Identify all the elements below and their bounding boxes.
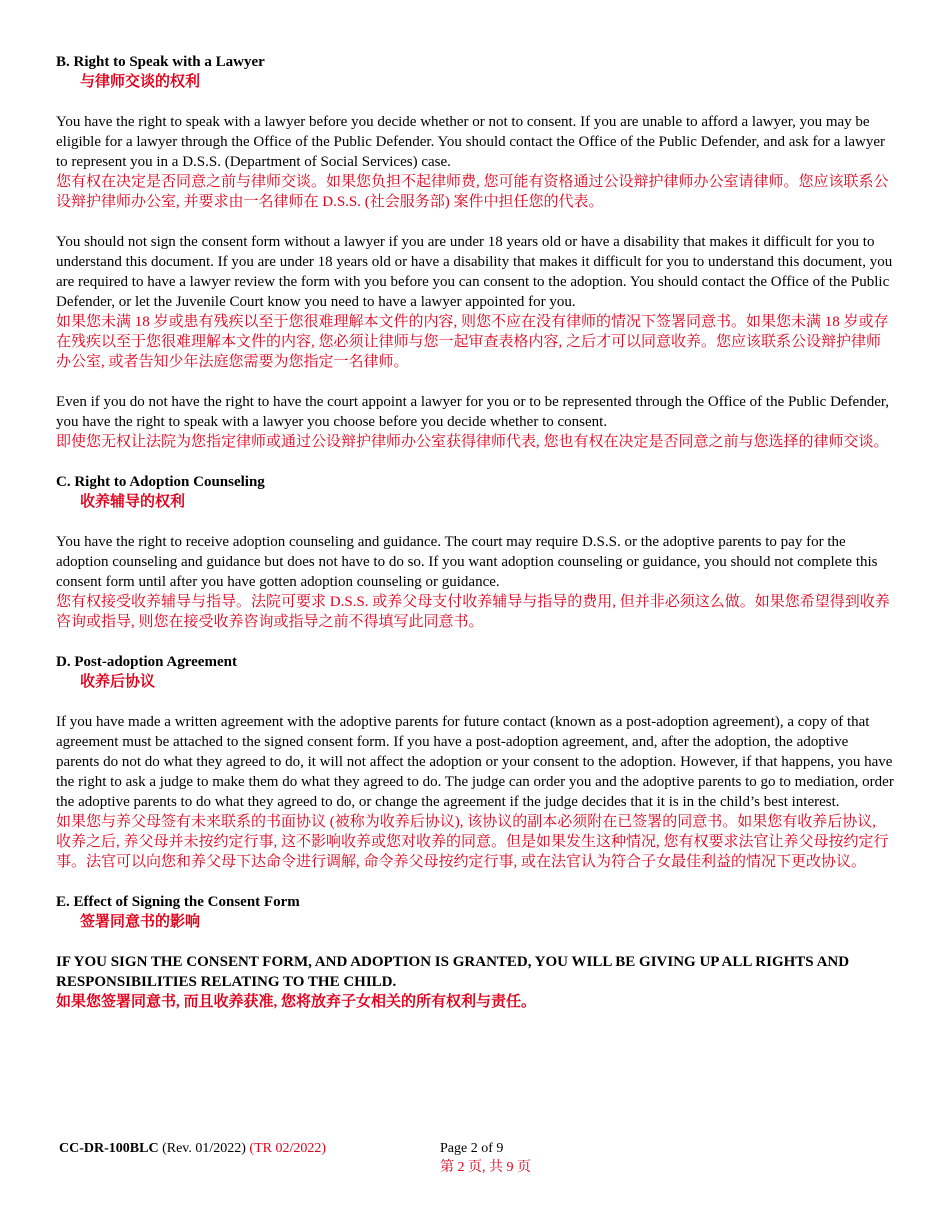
paragraph-zh: 您有权在决定是否同意之前与律师交谈。如果您负担不起律师费, 您可能有资格通过公设辩护律师办公室请律师。您应该联系公设辩护律师办公室, 并要求由一名律师在 D.S.S. (社会服务部) 案件中担任您的代表。 (56, 174, 889, 210)
warning-en: IF YOU SIGN THE CONSENT FORM, AND ADOPTION IS GRANTED, YOU WILL BE GIVING UP ALL RIGHTS AND RESPONSIBILITIES RELATING TO THE CHILD. (56, 954, 850, 990)
page-number (440, 1139, 531, 1177)
section-heading-en: C. Right to Adoption Counseling (56, 474, 265, 490)
section-heading (56, 472, 894, 512)
section-heading-en: B. Right to Speak with a Lawyer (56, 54, 265, 70)
page-number-zh: 第 2 页, 共 9 页 (440, 1160, 531, 1175)
paragraph-zh: 如果您与养父母签有未来联系的书面协议 (被称为收养后协议), 该协议的副本必须附在已签署的同意书。如果您有收养后协议, 收养之后, 养父母并未按约定行事, 这不影响收养或您对收养的同意。但是如果发生这种情况, 您有权要求法官让养父母按约定行事。法官可以向您和养父母下达命令进行调解, 命令养父母按约定行事, 或在法官认为符合子女最佳利益的情况下更改协议。 (56, 814, 889, 870)
paragraph-zh: 即使您无权让法院为您指定律师或通过公设辩护律师办公室获得律师代表, 您也有权在决定是否同意之前与您选择的律师交谈。 (56, 434, 889, 450)
section-heading (56, 652, 894, 692)
paragraph-zh: 您有权接受收养辅导与指导。法院可要求 D.S.S. 或养父母支付收养辅导与指导的费用, 但并非必须这么做。如果您希望得到收养咨询或指导, 则您在接受收养咨询或指导之前不得填写此同意书。 (56, 594, 890, 630)
paragraph-en: If you have made a written agreement with the adoptive parents for future contact (known as a post-adoption agreement), a copy of that agreement must be attached to the signed consent form. If you have a post-adoption agreement, and, after the adoption, the adoptive parents do not do what they agreed to do, it will not affect the adoption or your consent to the adoption. However, if that happens, you have the right to ask a judge to make them do what they agreed to do. The judge can order you and the adoptive parents to go to mediation, order the adoptive parents to do what they agreed to do, or change the agreement if the judge decides that it is in the child’s best interest. (56, 714, 894, 810)
section-heading (56, 52, 894, 92)
section-post-adoption-agreement (56, 652, 894, 872)
document-page (56, 52, 894, 1012)
section-adoption-counseling (56, 472, 894, 632)
paragraph-en: Even if you do not have the right to have the court appoint a lawyer for you or to be represented through the Office of the Public Defender, you have the right to speak with a lawyer you choose before you decide whether to consent. (56, 394, 890, 430)
paragraph-zh: 如果您未满 18 岁或患有残疾以至于您很难理解本文件的内容, 则您不应在没有律师的情况下签署同意书。如果您未满 18 岁或存在残疾以至于您很难理解本文件的内容, 您必须让律师与您一起审查表格内容, 之后才可以同意收养。您应该联系公设辩护律师办公室, 或者告知少年法庭您需要为您指定一名律师。 (56, 314, 889, 370)
paragraph-en: You should not sign the consent form without a lawyer if you are under 18 years old or have a disability that makes it difficult for you to understand this document. If you are under 18 years old or have a disability that makes it difficult for you to understand this document, you are required to have a lawyer review the form with you before you can consent to the adoption. You should contact the Office of the Public Defender, or let the Juvenile Court know you need to have a lawyer appointed for you. (56, 234, 893, 310)
section-heading-zh: 签署同意书的影响 (80, 914, 201, 930)
paragraph-en: You have the right to receive adoption counseling and guidance. The court may require D.S.S. or the adoptive parents to pay for the adoption counseling and guidance but does not have to do so. If you want adoption counseling or guidance, you should not complete this consent form until after you have gotten adoption counseling or guidance. (56, 534, 878, 590)
form-number: CC-DR-100BLC (59, 1141, 159, 1156)
section-heading-zh: 收养辅导的权利 (80, 494, 186, 510)
form-id (59, 1139, 326, 1158)
section-heading-zh: 与律师交谈的权利 (80, 74, 201, 90)
warning-zh: 如果您签署同意书, 而且收养获准, 您将放弃子女相关的所有权利与责任。 (56, 994, 537, 1010)
paragraph (56, 232, 894, 372)
section-heading (56, 892, 894, 932)
paragraph (56, 112, 894, 212)
section-heading-en: D. Post-adoption Agreement (56, 654, 237, 670)
section-right-to-lawyer (56, 52, 894, 452)
paragraph (56, 532, 894, 632)
consent-warning (56, 952, 894, 1012)
section-heading-zh: 收养后协议 (80, 674, 156, 690)
paragraph (56, 712, 894, 872)
section-effect-of-signing (56, 892, 894, 1012)
paragraph-en: You have the right to speak with a lawyer before you decide whether or not to consent. If you are unable to afford a lawyer, you may be eligible for a lawyer through the Office of the Public Defender. You should contact the Office of the Public Defender, and ask for a lawyer to represent you in a D.S.S. (Department of Social Services) case. (56, 114, 885, 170)
section-heading-en: E. Effect of Signing the Consent Form (56, 894, 300, 910)
page-number-en: Page 2 of 9 (440, 1141, 504, 1156)
paragraph (56, 392, 894, 452)
form-revision: (Rev. 01/2022) (162, 1141, 246, 1156)
form-translation-revision: (TR 02/2022) (249, 1141, 327, 1156)
